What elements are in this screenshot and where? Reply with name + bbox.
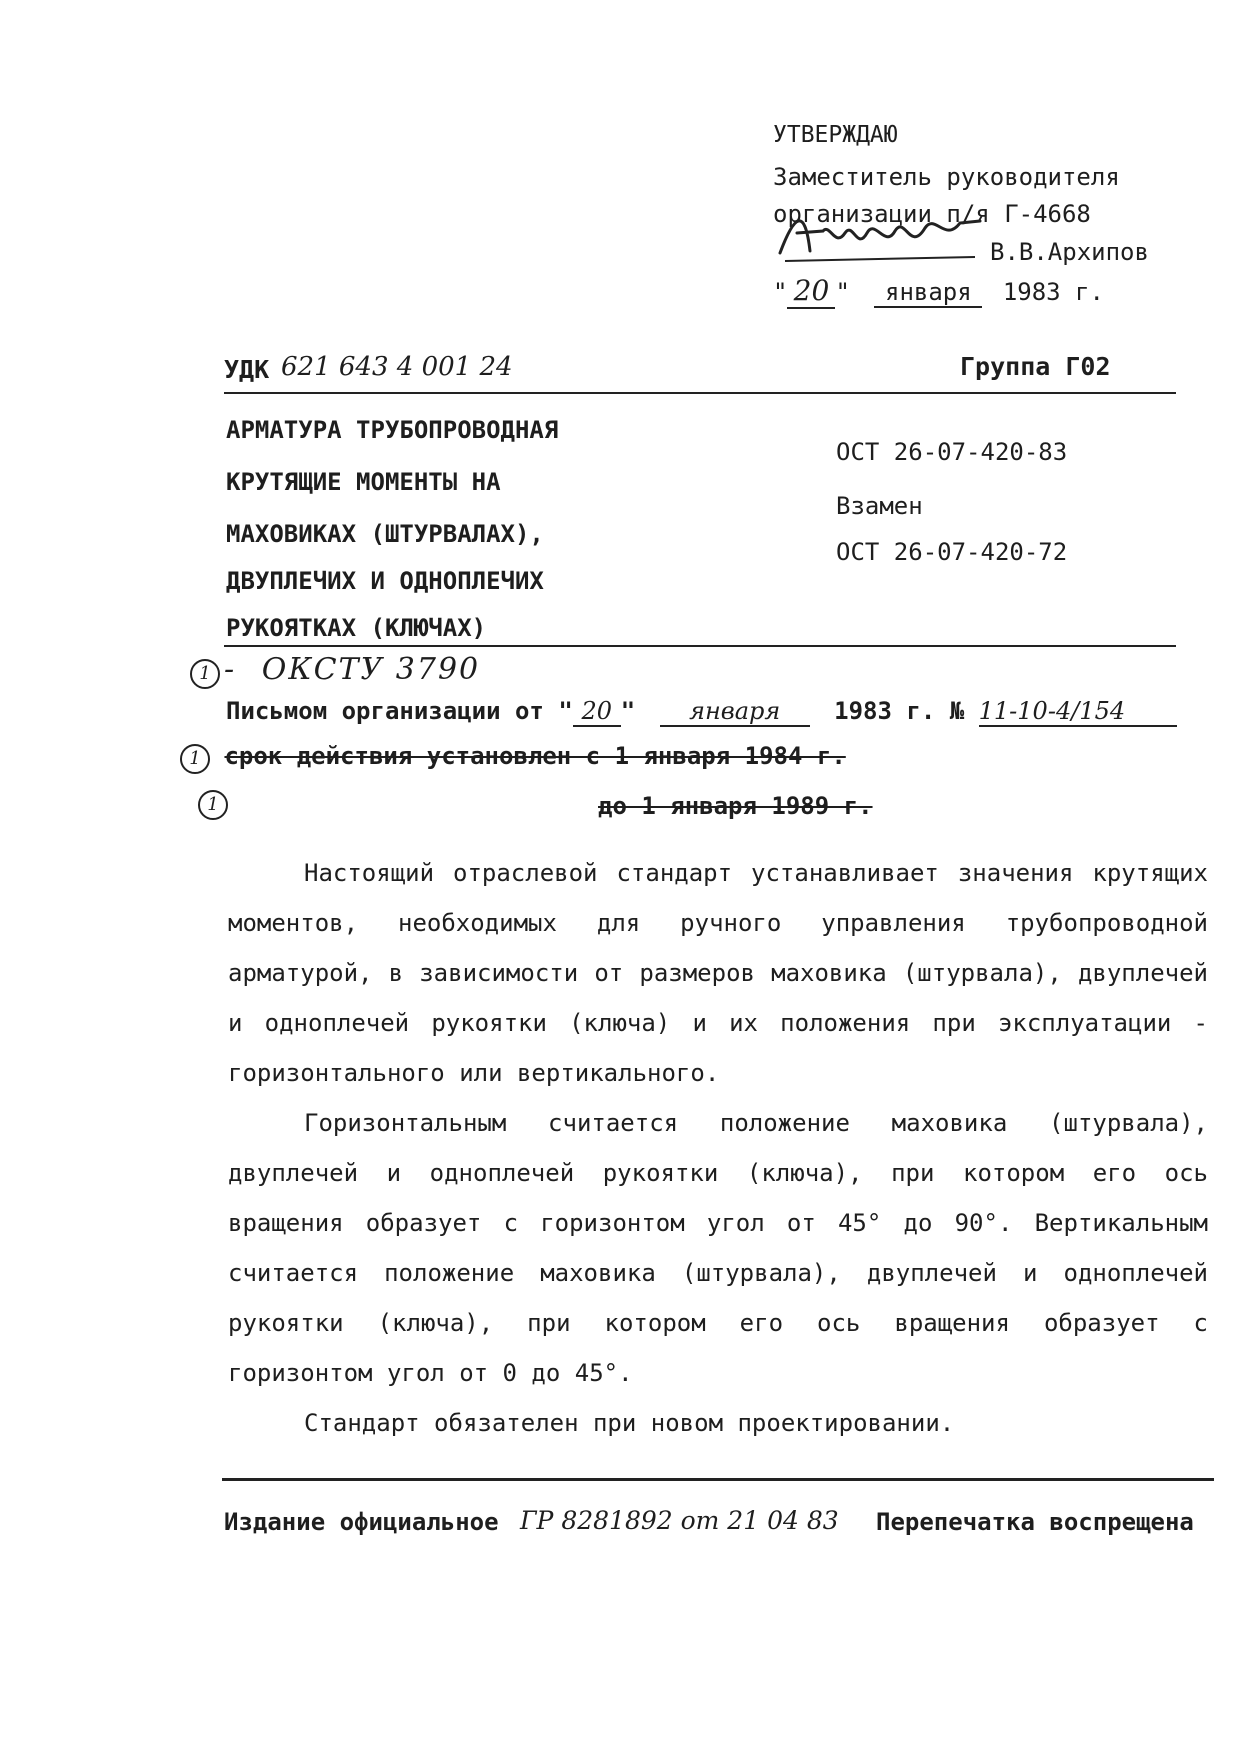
paragraph-scope: Настоящий отраслевой стандарт устанавливает значения крутящих моментов, необходимых для ручного управления трубопроводной арматурой, в зависимости от размеров маховика (штурвала), двуплечей и одноплечей рукоятки (ключа) и их положения при эксплуатации - горизонтального или вертикального. xyxy=(228,859,1208,1087)
body-text xyxy=(228,848,1208,1448)
letter-day: 20 xyxy=(573,697,621,727)
title-line-1: АРМАТУРА ТРУБОПРОВОДНАЯ xyxy=(226,416,559,444)
header-rule xyxy=(224,392,1176,394)
letter-month: января xyxy=(660,697,810,727)
signature xyxy=(775,203,985,265)
okstu-line: 1 - ОКСТУ 3790 xyxy=(190,652,480,689)
ost-number: ОСТ 26-07-420-83 xyxy=(836,438,1068,466)
paragraph-definitions: Горизонтальным считается положение маховика (штурвала), двуплечей и одноплечей рукоятки (ключа), при котором его ось вращения образует с горизонтом угол от 45° до 90°. Вертикальным считается положение маховика (штурвала), двуплечей и одноплечей рукоятки (ключа), при котором его ось вращения образует с горизонтом угол от 0 до 45°. xyxy=(228,1109,1208,1387)
paragraph-mandatory: Стандарт обязателен при новом проектировании. xyxy=(304,1409,955,1437)
letter-line xyxy=(226,697,1177,727)
udk-label: УДК xyxy=(224,355,270,384)
title-line-3: МАХОВИКАХ (ШТУРВАЛАХ), xyxy=(226,520,544,548)
letter-quote: " xyxy=(620,697,636,725)
change-mark-2: 1 xyxy=(180,744,210,774)
validity-to: до 1 января 1989 г. xyxy=(598,792,873,820)
gr-registration: ГР 8281892 от 21 04 83 xyxy=(520,1506,839,1535)
approval-date-year: 1983 г. xyxy=(1002,278,1104,306)
approval-signer: В.В.Архипов xyxy=(990,238,1149,266)
title-line-2: КРУТЯЩИЕ МОМЕНТЫ НА xyxy=(226,468,501,496)
date-open-quote: " xyxy=(773,278,788,306)
validity-from: срок действия установлен с 1 января 1984 г. xyxy=(224,742,846,770)
okstu-code: ОКСТУ 3790 xyxy=(261,652,481,687)
validity-from-line xyxy=(180,742,846,774)
date-close-quote: " xyxy=(835,278,850,306)
title-line-5: РУКОЯТКАХ (КЛЮЧАХ) xyxy=(226,614,487,642)
title-line-4: ДВУПЛЕЧИХ И ОДНОПЛЕЧИХ xyxy=(226,567,544,595)
group-code: Группа Г02 xyxy=(960,352,1111,381)
title-rule xyxy=(224,645,1176,647)
replace-label: Взамен xyxy=(836,492,923,520)
reprint-notice: Перепечатка воспрещена xyxy=(876,1508,1194,1536)
approval-organization: организации п/я Г-4668 xyxy=(773,200,1091,228)
letter-year: 1983 г. № xyxy=(834,697,965,725)
footer-rule xyxy=(222,1478,1214,1481)
letter-number: 11-10-4/154 xyxy=(979,697,1177,727)
change-mark-3-wrap xyxy=(198,790,228,820)
approval-date-day: 20 xyxy=(787,274,835,309)
letter-prefix: Письмом организации от " xyxy=(226,697,573,725)
approval-title: УТВЕРЖДАЮ xyxy=(773,122,898,148)
change-mark-3: 1 xyxy=(198,790,228,820)
change-mark-1: 1 xyxy=(190,659,220,689)
approval-date xyxy=(773,274,1104,309)
edition-label: Издание официальное xyxy=(224,1508,499,1536)
ost-old-number: ОСТ 26-07-420-72 xyxy=(836,538,1068,566)
approval-position: Заместитель руководителя xyxy=(773,163,1120,191)
approval-date-month: января xyxy=(874,278,982,308)
udk-number: 621 643 4 001 24 xyxy=(281,352,513,382)
